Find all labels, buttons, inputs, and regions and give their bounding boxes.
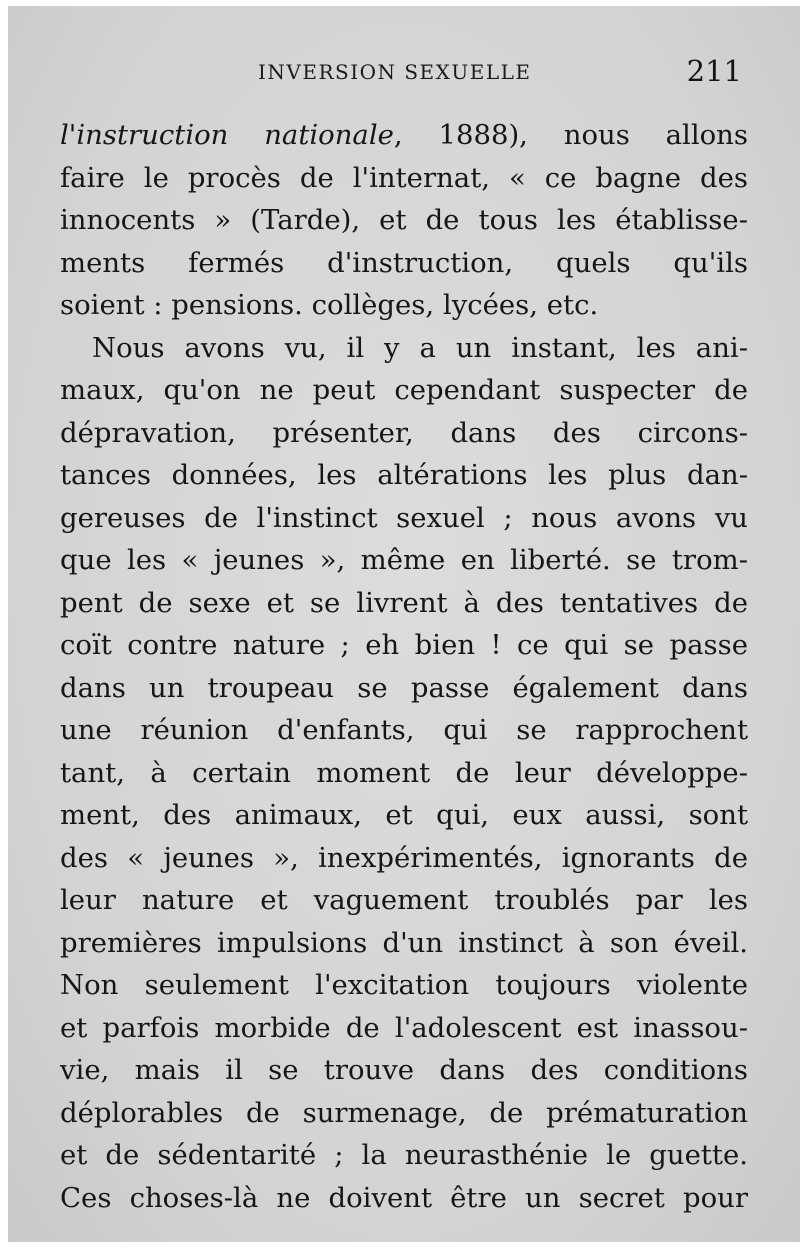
book-page bbox=[8, 6, 800, 1242]
text-line: ment, des animaux, et qui, eux aussi, sont bbox=[60, 799, 748, 831]
text-line: vie, mais il se trouve dans des conditions bbox=[60, 1054, 748, 1086]
text-line: ments fermés d'instruction, quels qu'ils bbox=[60, 246, 748, 279]
text-line: gereuses de l'instinct sexuel ; nous avons vu bbox=[60, 501, 748, 534]
running-head bbox=[8, 54, 800, 90]
text-line: pent de sexe et se livrent à des tentatives de bbox=[60, 586, 748, 619]
text-line: dépravation, présenter, dans des circons- bbox=[60, 416, 748, 449]
running-title: INVERSION SEXUELLE bbox=[258, 60, 532, 84]
text-line: des « jeunes », inexpérimentés, ignorants de bbox=[60, 841, 748, 874]
text-line: premières impulsions d'un instinct à son éveil. bbox=[60, 926, 748, 959]
text-line: innocents » (Tarde), et de tous les établisse- bbox=[60, 204, 748, 236]
text-line: tant, à certain moment de leur développe- bbox=[60, 756, 748, 789]
text-line: coït contre nature ; eh bien ! ce qui se passe bbox=[60, 629, 748, 661]
text-line: Ces choses-là ne doivent être un secret pour bbox=[60, 1181, 748, 1214]
text-line: faire le procès de l'internat, « ce bagne des bbox=[60, 161, 748, 194]
text-line: dans un troupeau se passe également dans bbox=[60, 671, 748, 704]
text-line: maux, qu'on ne peut cependant suspecter de bbox=[60, 374, 748, 406]
text-line: et parfois morbide de l'adolescent est inassou- bbox=[60, 1011, 748, 1044]
text-line-1 bbox=[60, 114, 748, 157]
text-line: leur nature et vaguement troublés par les bbox=[60, 884, 748, 916]
text-line: déplorables de surmenage, de prématuration bbox=[60, 1096, 748, 1129]
text-line: une réunion d'enfants, qui se rapprochent bbox=[60, 714, 748, 746]
text-line: Non seulement l'excitation toujours violente bbox=[60, 969, 748, 1001]
text-line: et de sédentarité ; la neurasthénie le guette. bbox=[60, 1139, 748, 1171]
body-text bbox=[60, 114, 748, 1219]
page-number: 211 bbox=[686, 54, 742, 88]
text-line: soient : pensions. collèges, lycées, etc. bbox=[60, 289, 599, 321]
paragraph-start-line: Nous avons vu, il y a un instant, les ani- bbox=[92, 331, 748, 364]
text-line: que les « jeunes », même en liberté. se trom- bbox=[60, 544, 748, 576]
text-line-1-rest: , 1888), nous allons bbox=[393, 119, 748, 151]
italic-title: l'instruction nationale bbox=[60, 119, 394, 151]
text-line: tances données, les altérations les plus dan- bbox=[60, 459, 748, 491]
